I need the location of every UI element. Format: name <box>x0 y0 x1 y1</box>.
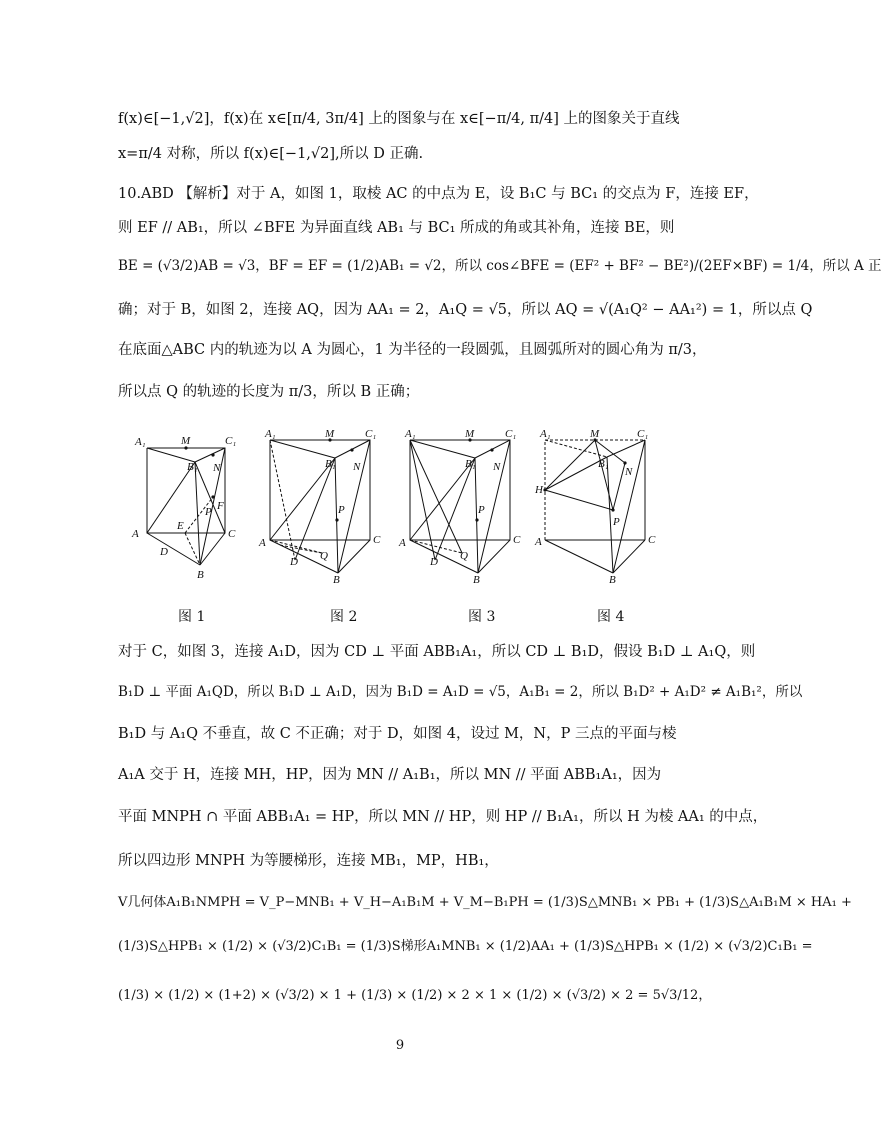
text-line: f(x)∈[−1,√2]，f(x)在 x∈[π/4, 3π/4] 上的图象与在 x∈[−π/4, π/4] 上的图象关于直线 <box>118 111 680 127</box>
label-B: B <box>197 569 204 581</box>
label-F: F <box>217 500 224 512</box>
text-line: B₁D 与 A₁Q 不垂直，故 C 不正确；对于 D，如图 4，设过 M，N，P 三点的平面与棱 <box>118 726 677 742</box>
label-B: B <box>609 574 616 586</box>
label-B1: B₁ <box>598 458 609 470</box>
label-M: M <box>590 428 600 440</box>
label-Q: Q <box>320 550 328 562</box>
label-M: M <box>181 435 191 447</box>
math-line: (1/3) × (1/2) × (1+2) × (√3/2) × 1 + (1/3) × (1/2) × 2 × 1 × (1/2) × (√3/2) × 2 = 5√3/12， <box>118 988 712 1003</box>
label-A: A <box>259 537 266 549</box>
label-C1: C₁ <box>225 435 237 447</box>
text-line: B₁D ⊥ 平面 A₁QD，所以 B₁D ⊥ A₁D，因为 B₁D = A₁D = √5，A₁B₁ = 2，所以 B₁D² + A₁D² ≠ A₁B₁²，所以 <box>118 684 803 700</box>
label-M: M <box>465 428 475 440</box>
label-N: N <box>625 466 633 478</box>
text-line: A₁A 交于 H，连接 MH，HP，因为 MN // A₁B₁，所以 MN // 平面 ABB₁A₁，因为 <box>118 767 662 783</box>
label-E: E <box>177 520 184 532</box>
figure-caption-4: 图 4 <box>597 609 625 625</box>
label-C1: C₁ <box>505 428 517 440</box>
label-D: D <box>430 556 438 568</box>
label-A1: A₁ <box>540 428 551 440</box>
label-C: C <box>373 534 381 546</box>
text-line: 对于 C，如图 3，连接 A₁D，因为 CD ⊥ 平面 ABB₁A₁，所以 CD ⊥ B₁D，假设 B₁D ⊥ A₁Q，则 <box>118 644 756 660</box>
text-line: 在底面△ABC 内的轨迹为以 A 为圆心，1 为半径的一段圆弧，且圆弧所对的圆心角为 π/3， <box>118 342 707 358</box>
figure-4-drawing <box>545 440 645 573</box>
label-C: C <box>648 534 656 546</box>
text-line: 所以点 Q 的轨迹的长度为 π/3，所以 B 正确； <box>118 384 420 400</box>
text-line: 所以四边形 MNPH 为等腰梯形，连接 MB₁，MP，HB₁， <box>118 853 499 869</box>
label-P: P <box>613 516 620 528</box>
label-A: A <box>132 528 139 540</box>
figure-caption-2: 图 2 <box>330 609 358 625</box>
label-B: B <box>473 574 480 586</box>
text-line: 平面 MNPH ∩ 平面 ABB₁A₁ = HP，所以 MN // HP，则 HP // B₁A₁，所以 H 为棱 AA₁ 的中点， <box>118 809 768 825</box>
label-A: A <box>535 536 542 548</box>
label-A: A <box>399 537 406 549</box>
text-line: 确；对于 B，如图 2，连接 AQ，因为 AA₁ = 2，A₁Q = √5，所以 AQ = √(A₁Q² − AA₁²) = 1，所以点 Q <box>118 302 813 318</box>
label-N: N <box>213 462 221 474</box>
label-B: B <box>333 574 340 586</box>
math-line: (1/3)S△HPB₁ × (1/2) × (√3/2)C₁B₁ = (1/3)S梯形A₁MNB₁ × (1/2)AA₁ + (1/3)S△HPB₁ × (1/2) × (√3/2)C₁B₁ = <box>118 939 813 954</box>
label-H: H <box>535 484 543 496</box>
label-B1: B₁ <box>325 458 336 470</box>
text-line: BE = (√3/2)AB = √3，BF = EF = (1/2)AB₁ = √2，所以 cos∠BFE = (EF² + BF² − BE²)/(2EF×BF) = 1/4，所以 A 正 <box>118 258 882 274</box>
label-Q: Q <box>460 550 468 562</box>
label-P: P <box>205 506 212 518</box>
label-C1: C₁ <box>637 428 649 440</box>
label-A1: A₁ <box>135 436 146 448</box>
label-C: C <box>228 528 236 540</box>
label-B1: B₁ <box>187 461 198 473</box>
geometry-figures <box>125 425 675 585</box>
label-A1: A₁ <box>265 428 276 440</box>
text-line: x=π/4 对称，所以 f(x)∈[−1,√2],所以 D 正确. <box>118 146 424 162</box>
label-A1: A₁ <box>405 428 416 440</box>
label-P: P <box>478 504 485 516</box>
label-B1: B₁ <box>465 458 476 470</box>
text-line: 则 EF // AB₁，所以 ∠BFE 为异面直线 AB₁ 与 BC₁ 所成的角或其补角，连接 BE，则 <box>118 220 675 236</box>
figure-caption-1: 图 1 <box>178 609 206 625</box>
label-D: D <box>160 546 168 558</box>
figure-caption-3: 图 3 <box>468 609 496 625</box>
label-N: N <box>353 461 361 473</box>
page-number: 9 <box>395 1038 405 1053</box>
text-line: 10.ABD 【解析】对于 A，如图 1，取棱 AC 的中点为 E，设 B₁C 与 BC₁ 的交点为 F，连接 EF， <box>118 186 759 202</box>
label-C1: C₁ <box>365 428 377 440</box>
label-D: D <box>290 556 298 568</box>
label-C: C <box>513 534 521 546</box>
label-P: P <box>338 504 345 516</box>
math-line: V几何体A₁B₁NMPH = V_P−MNB₁ + V_H−A₁B₁M + V_M−B₁PH = (1/3)S△MNB₁ × PB₁ + (1/3)S△A₁B₁M × HA₁ + <box>118 895 852 910</box>
label-M: M <box>325 428 335 440</box>
label-N: N <box>493 461 501 473</box>
